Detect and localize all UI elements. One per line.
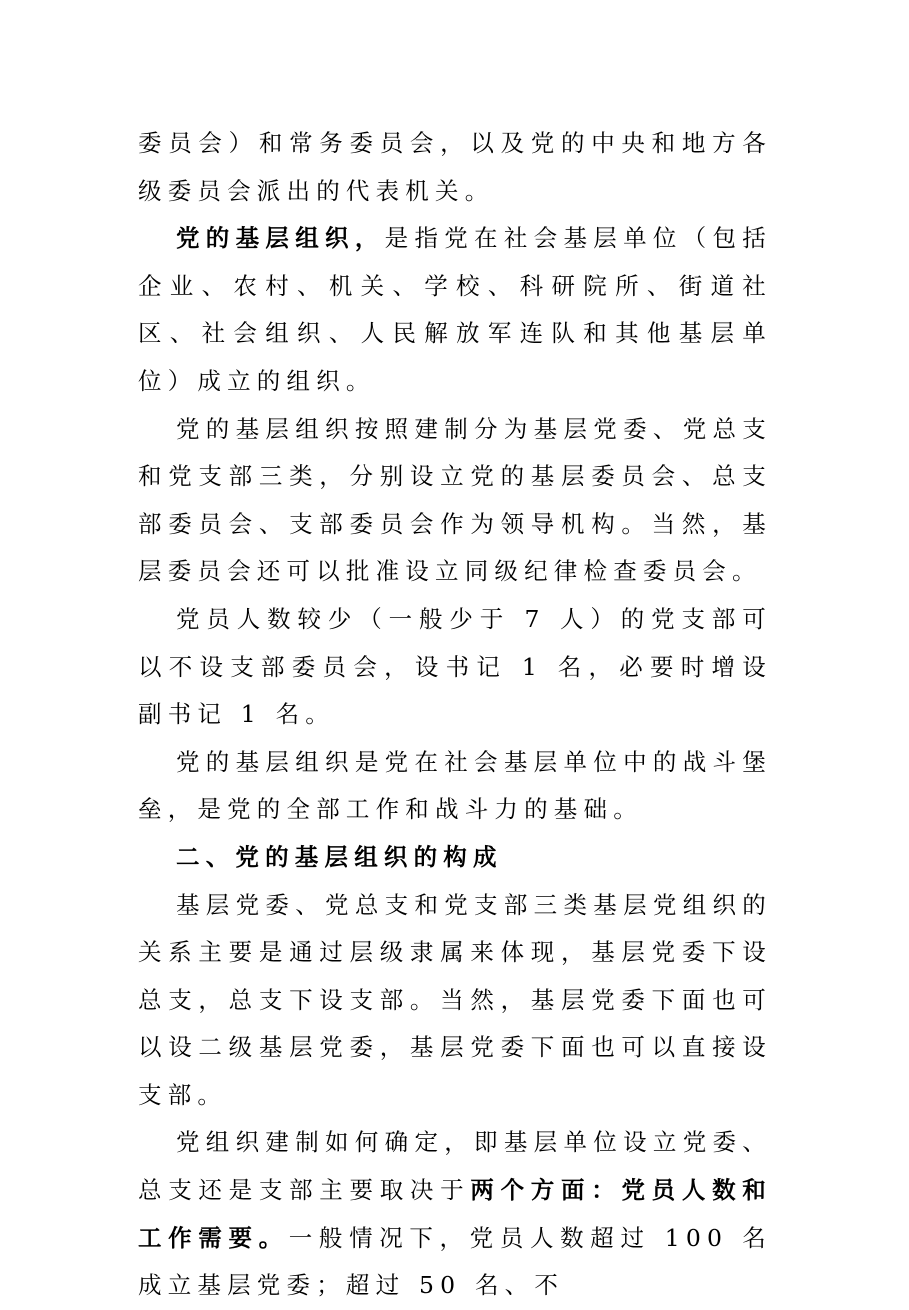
term-basic-organization: 党的基层组织， [176, 224, 385, 253]
paragraph-continuation: 委员会）和常务委员会，以及党的中央和地方各级委员会派出的代表机关。 [138, 129, 772, 205]
definition-text: 是指党在社会基层单位（包括企业、农村、机关、学校、科研院所、街道社区、社会组织、人民解放军连队和其他基层单位）成立的组织。 [138, 224, 772, 395]
paragraph-hierarchy: 基层党委、党总支和党支部三类基层党组织的关系主要是通过层级隶属来体现，基层党委下设总支，总支下设支部。当然，基层党委下面也可以设二级基层党委，基层党委下面也可以直接设支部。 [138, 890, 772, 1109]
paragraph-basic-organization-definition [138, 215, 772, 405]
criteria-intro: 党组织建制如何确定，即基层单位设立党委、总支还是支部主要取决于 [138, 1128, 772, 1205]
criteria-bold: 两个方面：党员人数和工作需要。 [138, 1176, 773, 1252]
document-page [138, 120, 772, 1310]
paragraph-establishment-criteria [138, 1119, 772, 1309]
criteria-detail: 一般情况下，党员人数超过 100 名成立基层党委；超过 50 名、不 [138, 1223, 772, 1300]
section-heading: 二、党的基层组织的构成 [176, 842, 503, 871]
paragraph-fortress: 党的基层组织是党在社会基层单位中的战斗堡垒，是党的全部工作和战斗力的基础。 [138, 747, 772, 824]
paragraph-small-branch: 党员人数较少（一般少于 7 人）的党支部可以不设支部委员会，设书记 1 名，必要时增设副书记 1 名。 [138, 604, 772, 729]
paragraph-organization-types: 党的基层组织按照建制分为基层党委、党总支和党支部三类，分别设立党的基层委员会、总支部委员会、支部委员会作为领导机构。当然，基层委员会还可以批准设立同级纪律检查委员会。 [138, 414, 772, 586]
